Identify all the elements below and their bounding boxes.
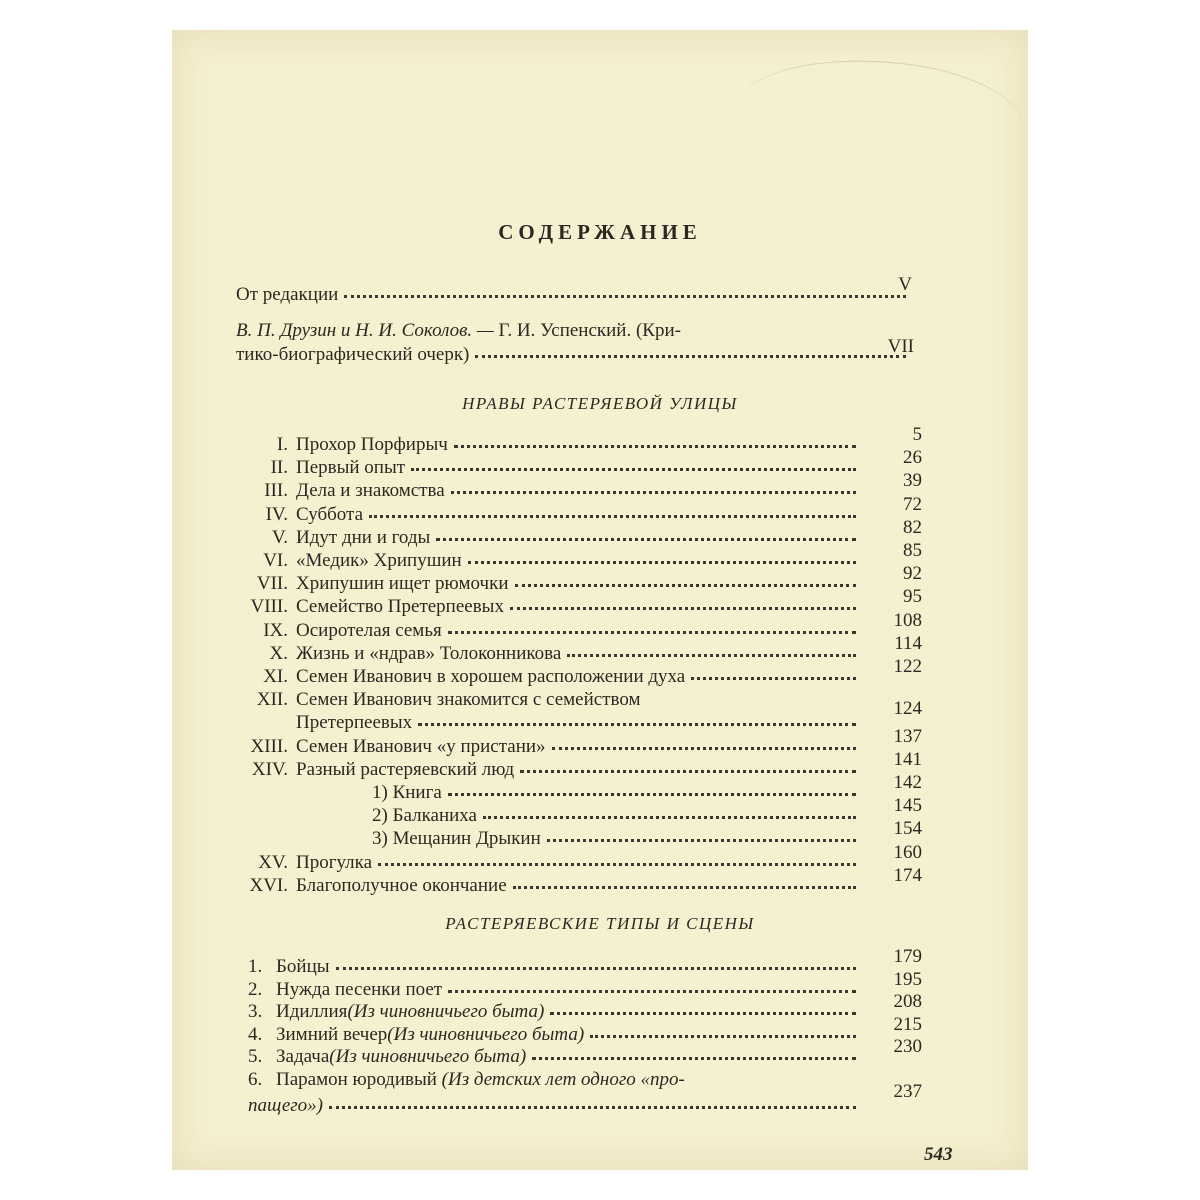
dot-leader: [513, 885, 856, 889]
entry-number: 2.: [248, 978, 263, 1000]
dot-leader: [590, 1034, 856, 1038]
entry-number: II.: [270, 457, 288, 479]
dot-leader: [515, 583, 857, 587]
entry-title: Первый опыт: [296, 457, 406, 479]
page-number: 39: [903, 470, 922, 492]
entry-number: 4.: [248, 1023, 263, 1045]
toc-entry: [372, 828, 862, 850]
entry-title: Разный растеряевский люд: [296, 758, 515, 780]
dot-leader: [454, 444, 856, 448]
entry-title: Жизнь и «ндрав» Толоконникова: [296, 642, 562, 664]
dot-leader: [567, 653, 856, 657]
page-number: 122: [893, 656, 922, 677]
toc-entry: [296, 736, 862, 758]
page-number: V: [898, 274, 912, 295]
contents-title: СОДЕРЖАНИЕ: [498, 220, 702, 244]
entry-title: Прохор Порфирыч: [296, 434, 448, 455]
dot-leader: [448, 792, 856, 796]
dot-leader: [336, 966, 856, 970]
entry-title: Семен Иванович знакомится с семейством: [296, 689, 641, 711]
toc-entry: [296, 852, 862, 874]
dot-leader: [436, 537, 856, 541]
toc-entry: [296, 573, 862, 595]
entry-title: Идут дни и годы: [296, 526, 431, 548]
toc-entry: [276, 1024, 862, 1046]
page-number: 92: [903, 563, 922, 585]
entry-title: Семен Иванович «у пристани»: [296, 735, 546, 757]
entry-title-cont: Претерпеевых: [296, 712, 413, 734]
entry-note: (Из чиновничьего быта): [347, 1001, 545, 1022]
page-number: 174: [893, 864, 922, 886]
toc-entry: [296, 712, 862, 734]
entry-note: (Из чиновничьего быта): [387, 1023, 585, 1045]
entry-number: VII.: [256, 573, 288, 595]
toc-entry: [296, 759, 862, 781]
page-number: 142: [893, 772, 922, 793]
entry-number: IV.: [265, 503, 288, 525]
toc-entry: [276, 956, 862, 978]
page-number: 230: [893, 1036, 922, 1057]
dot-leader: [550, 1011, 856, 1015]
toc-entry-essay-line1: [236, 320, 681, 342]
page-number: 85: [903, 540, 922, 561]
dot-leader: [468, 560, 856, 564]
toc-entry: [296, 457, 862, 479]
dot-leader: [411, 467, 856, 471]
toc-entry: [296, 666, 862, 688]
dot-leader: [369, 514, 856, 518]
dot-leader: [520, 769, 856, 773]
dot-leader: [448, 989, 856, 993]
entry-title: Благополучное окончание: [296, 874, 507, 896]
toc-entry-essay-line2: [236, 344, 912, 366]
page-number: VII: [887, 336, 914, 357]
entry-number: V.: [271, 526, 288, 548]
page-number: 108: [893, 609, 922, 631]
entry-number: X.: [269, 642, 288, 664]
toc-entry: [372, 782, 862, 804]
entry-title: Дела и знакомства: [296, 480, 445, 502]
entry-number: XIII.: [250, 735, 288, 757]
page-number: 160: [893, 841, 922, 863]
dot-leader: [344, 294, 906, 298]
entry-title: От редакции: [236, 284, 339, 305]
dot-leader: [418, 722, 856, 726]
entry-title: Г. И. Успенский. (Кри-: [498, 320, 681, 341]
toc-entry: [296, 550, 862, 572]
toc-entry: [296, 480, 862, 502]
book-page: [172, 30, 1028, 1170]
toc-entry: [296, 620, 862, 642]
toc-entry: [276, 1001, 862, 1023]
entry-title: 3) Мещанин Дрыкин: [372, 828, 541, 850]
entry-title: Бойцы: [276, 956, 330, 977]
entry-title: 2) Балканиха: [372, 805, 477, 827]
entry-number: I.: [276, 434, 288, 455]
entry-title-cont: тико-биографический очерк): [236, 344, 470, 365]
entry-number: XV.: [258, 851, 288, 873]
page-number: 145: [893, 795, 922, 817]
page-number: 82: [903, 516, 922, 538]
toc-entry: [372, 805, 862, 827]
entry-number: VIII.: [250, 596, 288, 618]
page-number: 124: [893, 698, 922, 720]
page-number: 26: [903, 447, 922, 469]
entry-number: III.: [264, 480, 288, 502]
entry-title: Семен Иванович в хорошем расположении духа: [296, 666, 686, 687]
entry-title: «Медик» Хрипушин: [296, 550, 462, 571]
page-number: 208: [893, 991, 922, 1012]
dot-leader: [448, 630, 856, 634]
entry-title: Идиллия: [276, 1001, 348, 1022]
page-number: 215: [893, 1013, 922, 1035]
entry-note-cont: пащего»): [248, 1095, 323, 1116]
toc-entry: [296, 527, 862, 549]
dot-leader: [552, 746, 856, 750]
entry-number: XI.: [263, 666, 288, 687]
entry-number: IX.: [263, 619, 288, 641]
entry-title: Прогулка: [296, 851, 373, 873]
toc-entry-line1: [276, 1069, 685, 1091]
entry-title: Суббота: [296, 503, 364, 525]
page-number: 114: [894, 632, 922, 654]
entry-number: 3.: [248, 1001, 263, 1022]
entry-title: Парамон юродивый: [276, 1068, 442, 1090]
page-number: 154: [893, 818, 922, 840]
dot-leader: [483, 815, 856, 819]
entry-number: VI.: [263, 550, 288, 571]
entry-number: XII.: [256, 689, 288, 711]
toc-entry: [248, 1095, 862, 1117]
toc-entry: [276, 1046, 862, 1068]
entry-title: Зимний вечер: [276, 1023, 388, 1045]
entry-note: (Из детских лет одного «про-: [441, 1068, 685, 1090]
entry-title: Семейство Претерпеевых: [296, 596, 504, 618]
toc-entry: [296, 596, 862, 618]
toc-entry: [296, 643, 862, 665]
dot-leader: [547, 838, 856, 842]
entry-title: Задача: [276, 1046, 330, 1067]
page-number: 95: [903, 586, 922, 608]
entry-authors: В. П. Друзин и Н. И. Соколов. —: [236, 320, 494, 341]
dot-leader: [451, 490, 856, 494]
toc-entry: [296, 504, 862, 526]
page-number: 141: [893, 748, 922, 770]
page-crease: [725, 40, 1029, 200]
page-number: 137: [893, 725, 922, 747]
entry-number: 6.: [248, 1068, 263, 1090]
toc-entry-editorial: [236, 284, 912, 306]
page-number: 179: [893, 946, 922, 967]
entry-title: Осиротелая семья: [296, 619, 442, 641]
toc-entry: [276, 979, 862, 1001]
page-number: 72: [903, 493, 922, 515]
entry-number: 5.: [248, 1046, 263, 1067]
dot-leader: [475, 354, 906, 358]
dot-leader: [329, 1105, 856, 1109]
entry-note: (Из чиновничьего быта): [329, 1046, 527, 1067]
section-heading-2: РАСТЕРЯЕВСКИЕ ТИПЫ И СЦЕНЫ: [445, 914, 755, 933]
page-number: 237: [893, 1081, 922, 1102]
page-number: 195: [893, 968, 922, 990]
entry-title: 1) Книга: [372, 782, 442, 803]
entry-title: Хрипушин ищет рюмочки: [296, 573, 509, 595]
dot-leader: [510, 606, 856, 610]
entry-number: 1.: [248, 956, 263, 977]
dot-leader: [378, 862, 856, 866]
entry-number: XIV.: [251, 758, 288, 780]
folio-page-number: 543: [924, 1144, 953, 1165]
dot-leader: [691, 676, 856, 680]
toc-entry: [296, 875, 862, 897]
entry-title: Нужда песенки поет: [276, 978, 443, 1000]
page-number: 5: [912, 424, 922, 445]
dot-leader: [532, 1056, 856, 1060]
section-heading-1: НРАВЫ РАСТЕРЯЕВОЙ УЛИЦЫ: [462, 394, 738, 413]
toc-entry: [296, 434, 862, 456]
entry-number: XVI.: [249, 874, 288, 896]
